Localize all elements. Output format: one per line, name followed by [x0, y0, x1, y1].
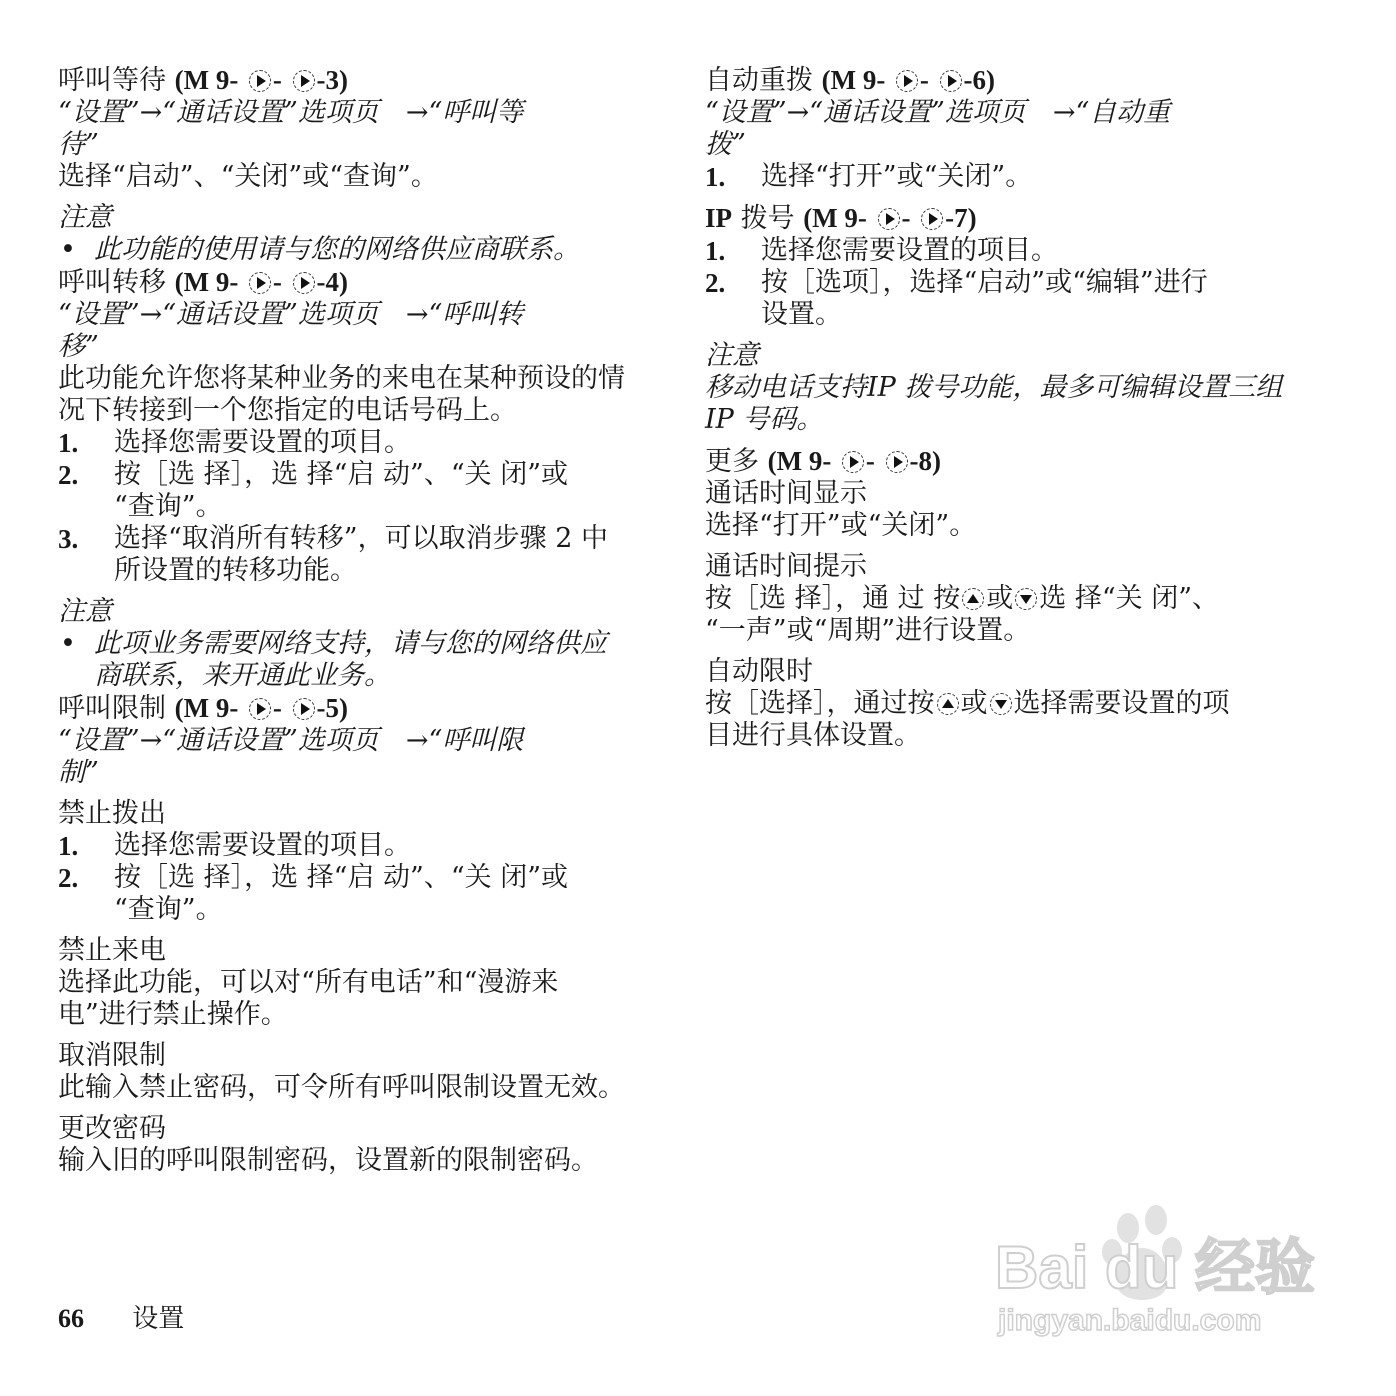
- description: 此输入禁止密码，可令所有呼叫限制设置无效。: [58, 1072, 625, 1103]
- section-name: 设置: [132, 1304, 185, 1334]
- menu-code-end: -8): [909, 446, 941, 476]
- nav-right-key-icon: [940, 70, 962, 92]
- menu-path: “设置”→“通话设置”选项页 →“自动重: [705, 97, 1171, 128]
- menu-path: “设置”→“通话设置”选项页 →“呼叫转: [58, 299, 524, 330]
- menu-code-end: -5): [316, 693, 348, 723]
- call-barring-heading: [58, 692, 650, 725]
- menu-path-cont: 制”: [58, 757, 99, 788]
- menu-code-sep: -: [272, 65, 282, 95]
- note-item-cont: [58, 660, 650, 692]
- autolimit-text-b: 或: [960, 688, 988, 719]
- note-text: 移动电话支持IP 拨号功能，最多可编辑设置三组: [705, 372, 1283, 403]
- step-item: [705, 235, 1297, 267]
- description: 选择此功能，可以对“所有电话”和“漫游来: [58, 967, 559, 998]
- subheading-auto-limit: 自动限时: [705, 656, 813, 687]
- bullet-icon: •: [60, 234, 76, 265]
- step-text: 选择您需要设置的项目。: [761, 235, 1058, 266]
- subheading-change-password: 更改密码: [58, 1113, 166, 1144]
- subheading-cancel: 取消限制: [58, 1040, 166, 1071]
- step-text: 按［选 择］，选 择“启 动”、“关 闭”或: [114, 459, 569, 490]
- step-number: 3.: [58, 524, 79, 554]
- menu-code-end: -7): [945, 203, 977, 233]
- call-forward-title: 呼叫转移: [58, 267, 166, 298]
- menu-code-sep: -: [865, 446, 875, 476]
- nav-up-key-icon: [937, 693, 959, 715]
- description: 输入旧的呼叫限制密码，设置新的限制密码。: [58, 1145, 598, 1176]
- step-item: [58, 459, 650, 491]
- more-title: 更多: [705, 446, 759, 477]
- step-number: 2.: [58, 460, 79, 490]
- call-barring-title: 呼叫限制: [58, 693, 166, 724]
- step-text-cont: “查询”。: [114, 894, 223, 925]
- nav-right-key-icon: [249, 698, 271, 720]
- watermark-brand: Bai du 经验: [995, 1234, 1316, 1301]
- auto-redial-title: 自动重拨: [705, 65, 813, 96]
- left-column: [58, 64, 650, 1177]
- step-number: 1.: [58, 428, 79, 458]
- menu-path: “设置”→“通话设置”选项页 →“呼叫等: [58, 97, 524, 128]
- nav-right-key-icon: [293, 70, 315, 92]
- ip-dial-heading: [705, 202, 1297, 235]
- nav-down-key-icon: [990, 693, 1012, 715]
- nav-up-key-icon: [962, 588, 984, 610]
- note-text: 商联系，来开通此业务。: [94, 660, 391, 691]
- nav-right-key-icon: [293, 698, 315, 720]
- menu-path-cont: 拨”: [705, 129, 746, 160]
- note-item: [58, 628, 650, 660]
- reminder-text-c: 选 择“关 闭”、: [1039, 583, 1220, 614]
- subheading-outgoing: 禁止拨出: [58, 798, 166, 829]
- description: [705, 688, 1297, 720]
- description: 此功能允许您将某种业务的来电在某种预设的情: [58, 363, 625, 394]
- ip-label: IP: [705, 203, 732, 233]
- right-column: [705, 64, 1297, 752]
- page-footer: [58, 1303, 184, 1335]
- step-item: [705, 161, 1297, 193]
- menu-code-sep: -: [272, 693, 282, 723]
- ip-dial-title: 拨号: [740, 203, 795, 234]
- auto-redial-heading: [705, 64, 1297, 97]
- step-item: [58, 523, 650, 555]
- step-number: 2.: [58, 863, 79, 893]
- subheading-call-reminder: 通话时间提示: [705, 551, 867, 582]
- call-waiting-title: 呼叫等待: [58, 65, 166, 96]
- subheading-call-duration: 通话时间显示: [705, 478, 867, 509]
- note-title: 注意: [58, 202, 112, 233]
- step-text: 选择您需要设置的项目。: [114, 830, 411, 861]
- note-text: 此项业务需要网络支持，请与您的网络供应: [94, 628, 607, 659]
- step-number: 1.: [58, 831, 79, 861]
- menu-code-end: -6): [963, 65, 995, 95]
- note-title: 注意: [58, 596, 112, 627]
- bullet-icon: •: [60, 628, 76, 659]
- nav-right-key-icon: [878, 208, 900, 230]
- autolimit-text-a: 按［选择］，通过按: [705, 688, 935, 719]
- watermark-url: jingyan.baidu.com: [998, 1304, 1262, 1337]
- step-number: 1.: [705, 236, 726, 266]
- nav-right-key-icon: [249, 272, 271, 294]
- nav-right-key-icon: [921, 208, 943, 230]
- menu-code-end: -3): [316, 65, 348, 95]
- menu-code-start: (M 9-: [821, 65, 886, 95]
- step-text: 按［选 择］，选 择“启 动”、“关 闭”或: [114, 862, 569, 893]
- nav-right-key-icon: [249, 70, 271, 92]
- reminder-text-b: 或: [986, 583, 1014, 614]
- nav-down-key-icon: [1015, 588, 1037, 610]
- step-text-cont: 设置。: [761, 299, 842, 330]
- description: 选择“启动”、“关闭”或“查询”。: [58, 161, 438, 192]
- step-text-cont: 所设置的转移功能。: [114, 555, 357, 586]
- menu-path-cont: 待”: [58, 129, 99, 160]
- page-number: 66: [58, 1304, 84, 1333]
- description: [705, 583, 1297, 615]
- nav-right-key-icon: [896, 70, 918, 92]
- menu-code-start: (M 9-: [803, 203, 867, 233]
- subheading-incoming: 禁止来电: [58, 935, 166, 966]
- description-cont: 况下转接到一个您指定的电话号码上。: [58, 395, 517, 426]
- nav-right-key-icon: [842, 451, 864, 473]
- step-text: 按［选项］，选择“启动”或“编辑”进行: [761, 267, 1208, 298]
- step-number: 2.: [705, 268, 726, 298]
- step-text: 选择“取消所有转移”，可以取消步骤 2 中: [114, 523, 608, 554]
- step-text: 选择您需要设置的项目。: [114, 427, 411, 458]
- nav-right-key-icon: [293, 272, 315, 294]
- autolimit-text-c: 选择需要设置的项: [1013, 688, 1230, 719]
- description-cont: “一声”或“周期”进行设置。: [705, 615, 1031, 646]
- menu-path-cont: 移”: [58, 331, 99, 362]
- step-item: [58, 862, 650, 894]
- more-heading: [705, 445, 1297, 478]
- step-item: [58, 427, 650, 459]
- call-waiting-heading: [58, 64, 650, 97]
- menu-code-sep: -: [901, 203, 911, 233]
- description-cont: 目进行具体设置。: [705, 720, 921, 751]
- menu-code-start: (M 9-: [174, 693, 239, 723]
- step-text: 选择“打开”或“关闭”。: [761, 161, 1033, 192]
- note-text-cont: IP 号码。: [705, 404, 824, 435]
- menu-code-start: (M 9-: [174, 65, 239, 95]
- step-item: [58, 830, 650, 862]
- reminder-text-a: 按［选 择］，通 过 按: [705, 583, 961, 614]
- note-text: 此功能的使用请与您的网络供应商联系。: [94, 234, 580, 265]
- menu-path: “设置”→“通话设置”选项页 →“呼叫限: [58, 725, 524, 756]
- call-forward-heading: [58, 266, 650, 299]
- menu-code-sep: -: [272, 267, 282, 297]
- description-cont: 电”进行禁止操作。: [58, 999, 288, 1030]
- menu-code-start: (M 9-: [174, 267, 239, 297]
- step-item: [705, 267, 1297, 299]
- step-number: 1.: [705, 162, 726, 192]
- nav-right-key-icon: [886, 451, 908, 473]
- baidu-watermark: [990, 1190, 1320, 1340]
- note-item: [58, 234, 650, 266]
- note-title: 注意: [705, 340, 759, 371]
- step-text-cont: “查询”。: [114, 491, 223, 522]
- menu-code-end: -4): [316, 267, 348, 297]
- menu-code-sep: -: [919, 65, 929, 95]
- description: 选择“打开”或“关闭”。: [705, 510, 977, 541]
- menu-code-start: (M 9-: [767, 446, 832, 476]
